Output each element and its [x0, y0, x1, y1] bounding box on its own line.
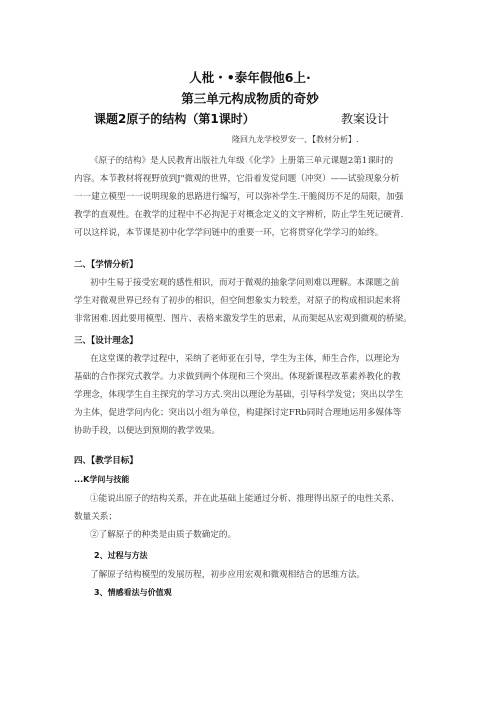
intro-line: 教学的直观性。在教学的过程中不必拘泥于对概念定义的文字辨析，防止学生死记硬背.	[74, 210, 404, 220]
section2-line: 初中生易于接受宏观的感性相识，而对于微观的抽象学问则难以理解。本课题之前	[90, 278, 400, 288]
section2-heading: 二、【学情分析】	[74, 260, 138, 270]
section3-paragraph	[74, 350, 434, 440]
section3-line: 协助手段，以便达到预期的教学效果。	[74, 426, 221, 436]
intro-line: 《原子的结构》是人民教育出版社九年级《化学》上册第三单元课题2第1课时的	[90, 156, 394, 166]
section4-heading: 四、【教学目标】	[74, 456, 138, 466]
lesson-type: 教案设计	[341, 112, 390, 126]
intro-line: 可以这样说，本节课是初中化学学问链中的重要一环，它将贯穿化学学习的始终。	[74, 228, 384, 238]
section3-line: 为主体，促进学问内化；突出以小组为单位，构建探讨定FRb同时合理地运用多媒体等	[74, 408, 402, 418]
objective-line: ①能说出原子的结构关系，并在此基础上能通过分析、推理得出原子的电性关系、	[90, 494, 400, 504]
objective-knowledge-heading: ...K学问与技能	[74, 475, 130, 484]
objective-line: 数量关系；	[74, 512, 117, 522]
section2-paragraph	[74, 274, 434, 328]
doc-title-line1: 人枇・•泰年假他6上·	[189, 70, 311, 85]
section2-line: 非常困难.因此要用模型、图片、表格来激发学生的思索，从而架起从宏观到微观的桥梁。	[74, 314, 412, 324]
lesson-title: 课题2原子的结构（第1课时）	[94, 112, 255, 126]
section2-line: 学生对微观世界已经有了初步的相识，但空间想象实力较差，对原子的构成相识起来将	[74, 296, 401, 306]
objective-process-paragraph	[74, 566, 434, 584]
objective-knowledge-paragraph	[74, 490, 434, 544]
objective-attitude-heading: 3、情感看法与价值观	[94, 588, 172, 597]
intro-line: 内容。本节教材将视野放到J"微观的世界，它沿着发觉问题（冲突）——试验现象分析	[74, 174, 400, 184]
objective-process-heading: 2、过程与方法	[94, 551, 148, 560]
objective-line: ②了解原子的种类是由质子数确定的。	[90, 530, 237, 540]
section3-heading: 三、【设计理念】	[74, 336, 138, 346]
objective-line: 了解原子结构模型的发展历程，初步应用宏观和微观相结合的思维方法。	[90, 570, 366, 580]
intro-paragraph	[74, 152, 434, 242]
author-line: 隆回九龙学校罗安一、【教材分析】.	[232, 135, 359, 144]
section3-line: 基础的合作探究式教学。力求做到两个体现和三个突出。体现新课程改革素养教化的教	[74, 372, 401, 382]
doc-title-line2: 第三单元构成物质的奇妙	[181, 91, 319, 106]
section3-line: 在这堂课的教学过程中，采纳了老师亚在引导，学生为主体，师生合作，以理论为	[90, 354, 400, 364]
intro-line: 一一建立模型一一说明现象的思路进行编写，可以弥补学生.干脆阅历不足的局限，加强	[74, 192, 404, 202]
section3-line: 学理念，体现学生自主探究的学习方式.突出以理论为基础，引导科学发觉；突出以学生	[74, 390, 404, 400]
